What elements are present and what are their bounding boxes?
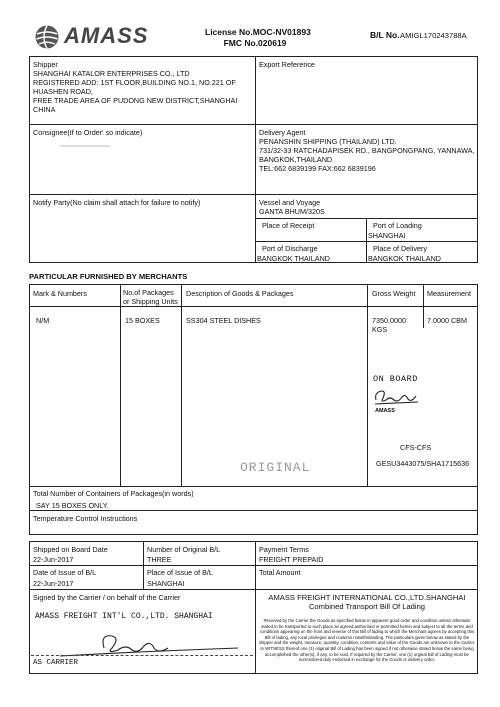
as-carrier-label: AS CARRIER [33,659,79,667]
company-logo [34,23,149,50]
bl-number-value: AMIGL170243788A [400,31,467,40]
delivery-agent-line: TEL:662 6839199 FAX:662 6839196 [259,164,376,173]
gross-weight-unit: KGS [372,325,388,334]
port-of-loading-value: SHANGHAI [368,231,406,240]
bill-of-lading-terms: Received by the Carrier the Goods as specified below in apparent good order and condition unless otherwise stated,to be transported to such place as agreed,authorised or permitted herein and subject to all the terms and conditions appearing on the front and reverse of this Bill of lading to which the Merchant agrees by accepting this Bill of lading, any local privileges and customs notwithstanding. The particulars given below as stated by the shipper and the weight, measure, quantity, condition, contents and value of the Goods are unknown to the Carrier. In WITNESS thereof one (1) original Bill of Lading has been signed if not otherwise stated below the same being accomplished the other(s), if any, to be void, If required by the Carrier, one (1) orginal Bill of Lading must be surrendered duly endorsed in exchange for the Goods or delivery order. [258,618,476,663]
number-of-original-label: Number of Original B/L [147,545,221,554]
port-of-discharge-value: BANGKOK THAILAND [257,254,330,263]
carrier-company: AMASS FREIGHT INT'L CO.,LTD. SHANGHAI [35,612,213,621]
port-of-loading-label: Port of Loading [373,221,422,230]
particulars-title: PARTICULAR FURNISHED BY MERCHANTS [29,272,188,281]
carrier-signature-line [31,655,253,656]
total-amount-label: Total Amount [259,568,301,577]
logo-text: AMASS [64,23,149,48]
globe-logo-icon [34,24,60,50]
col-description-header: Description of Goods & Packages [186,289,294,298]
notify-party-label: Notify Party(No claim shall attach for failure to notify) [33,198,201,207]
payment-terms-value: FREIGHT PREPAID [259,555,324,564]
shipper-line: SHANGHAI KATALOR ENTERPRISES CO., LTD [33,69,190,78]
shipper-line: CHINA [33,105,56,114]
place-of-delivery-value: BANGKOK THAILAND [368,254,441,263]
original-stamp: ORIGINAL [240,460,311,475]
shipped-on-board-value: 22-Jun-2017 [33,555,74,564]
port-of-discharge-label: Port of Discharge [262,244,318,253]
place-of-issue-value: SHANGHAI [147,579,185,588]
delivery-agent-line: PENANSHIN SHIPPING (THAILAND) LTD. [259,137,397,146]
vessel-label: Vessel and Voyage [259,198,321,207]
consignee-label: Consignee(If to Order' so indicate) [33,128,143,137]
total-containers-label: Total Number of Containers of Packages(in words) [33,489,194,498]
on-board-stamp: ON BOARD [373,374,418,384]
total-containers-value: SAY 15 BOXES ONLY. [36,501,109,510]
col-measurement-header: Measurement [427,289,471,298]
col-packages-header: No.of Packages [123,288,174,297]
combined-transport-title: Combined Transport Bill Of Lading [308,602,426,611]
packages-value: 15 BOXES [125,316,160,325]
col-marks-header: Mark & Numbers [33,289,87,298]
delivery-agent-line: 731/32-33 RATCHADAPISEK RD., BANGPONGPANG, YANNAWA, [259,146,475,155]
col-packages-header-2: or Shipping Units [123,297,178,306]
shipper-line: REGISTERED ADD: 1ST FLOOR,BUILDING NO.1, NO.221 OF [33,78,236,87]
marks-value: N/M [36,316,50,325]
date-of-issue-value: 22-Jun-2017 [33,579,74,588]
payment-terms-label: Payment Terms [259,545,309,554]
cfs-terms: CFS-CFS [400,443,432,452]
container-number: GESU3443075/SHA1715636 [376,459,470,468]
on-board-company: AMASS [375,408,395,414]
number-of-original-value: THREE [147,555,172,564]
consignee-redacted [60,145,110,147]
delivery-agent-label: Delivery Agent [259,128,306,137]
bl-number-label: B/L No. [370,30,400,40]
fmc-number: FMC No.020619 [223,38,287,48]
parties-box [29,56,478,263]
on-board-signature [372,386,422,408]
gross-weight-value: 7350.0000 [372,316,406,325]
combined-transport-company: AMASS FREIGHT INTERNATIONAL CO.,LTD.SHANGHAI [268,593,466,602]
place-of-delivery-label: Place of Delivery [373,244,427,253]
shipper-line: FREE TRADE AREA OF PUDONG NEW DISTRICT,SHANGHAI [33,96,238,105]
vessel-value: GANTA BHUM/320S [259,207,325,216]
signed-by-label: Signed by the Carrier / on behalf of the Carrier [33,593,181,602]
delivery-agent-line: BANGKOK,THAILAND [259,155,333,164]
description-value: SS304 STEEL DISHES [186,316,261,325]
measurement-value: 7.0000 CBM [427,316,467,325]
temperature-label: Temperature Control Instructions [33,514,138,523]
col-gross-weight-header: Gross Weight [372,289,416,298]
shipper-label: Shipper [33,60,58,69]
place-of-issue-label: Place of Issue of B/L [147,568,213,577]
place-of-receipt-label: Place of Receipt [262,221,315,230]
date-of-issue-label: Date of Issue of B/L [33,568,97,577]
shipped-on-board-label: Shipped on Board Date [33,545,108,554]
license-number: License No.MOC-NV01893 [205,27,311,37]
export-reference-label: Export Reference [259,60,315,69]
shipper-line: HUASHEN ROAD, [33,87,93,96]
